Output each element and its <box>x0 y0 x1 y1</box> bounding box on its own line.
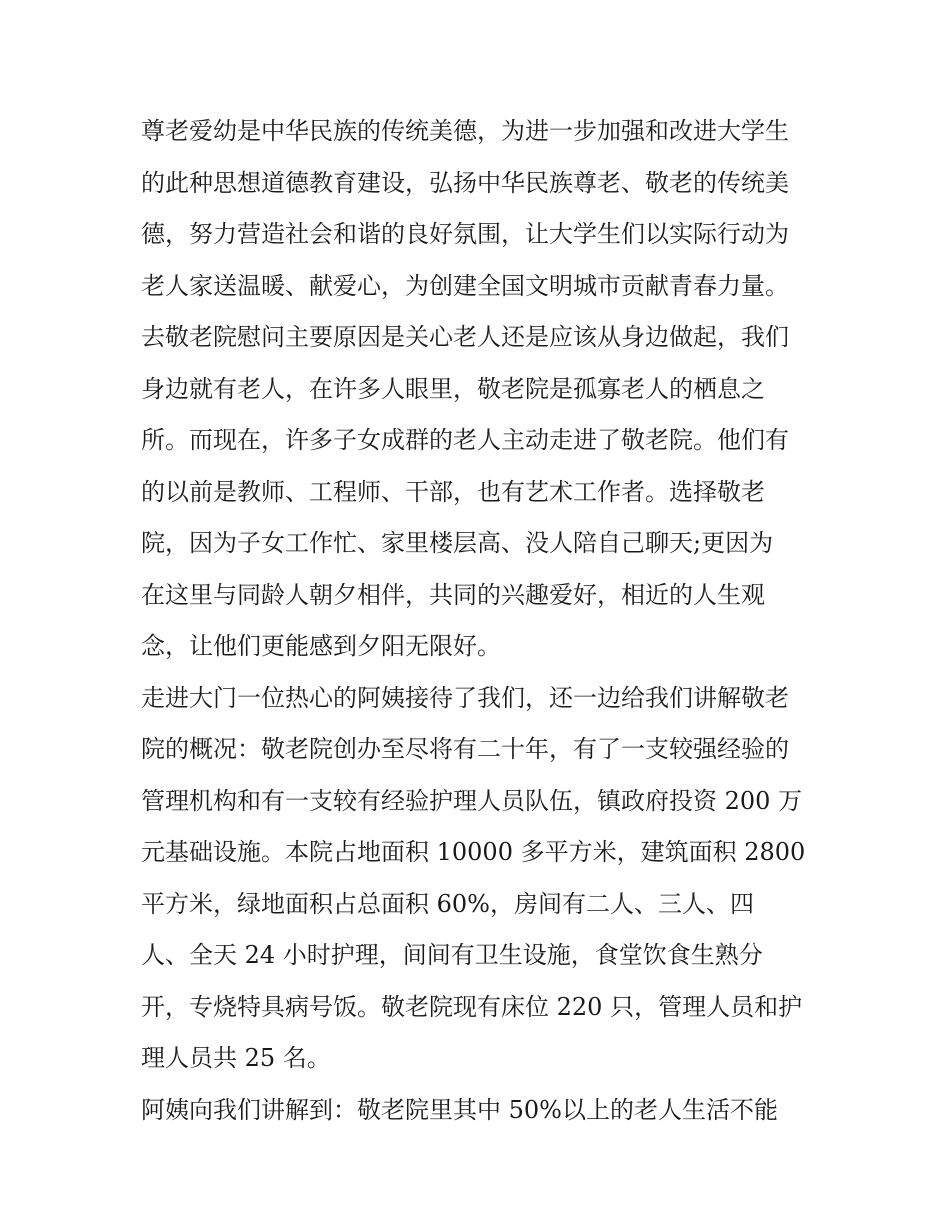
text-line: 德，努力营造社会和谐的良好氛围，让大学生们以实际行动为 <box>141 220 789 248</box>
text-line: 平方米，绿地面积占总面积 60%，房间有二人、三人、四 <box>141 889 754 918</box>
paragraph-visit-reason <box>141 312 821 673</box>
text-line: 身边就有老人，在许多人眼里，敬老院是孤寡老人的栖息之 <box>141 374 765 403</box>
text-line: 阿姨向我们讲解到：敬老院里其中 50%以上的老人生活不能 <box>141 1095 778 1124</box>
text-line: 去敬老院慰问主要原因是关心老人还是应该从身边做起，我们 <box>141 323 789 351</box>
text-line: 理人员共 25 名。 <box>141 1044 331 1072</box>
text-line: 的此种思想道德教育建设，弘扬中华民族尊老、敬老的传统美 <box>141 168 789 197</box>
text-line: 人、全天 24 小时护理，间间有卫生设施，食堂饮食生熟分 <box>141 941 763 969</box>
text-line: 元基础设施。本院占地面积 10000 多平方米，建筑面积 2800 <box>141 838 806 866</box>
text-line: 在这里与同龄人朝夕相伴，共同的兴趣爱好，相近的人生观 <box>141 580 765 609</box>
text-line: 的以前是教师、工程师、干部，也有艺术工作者。选择敬老 <box>141 477 765 506</box>
text-line: 老人家送温暖、献爱心，为创建全国文明城市贡献青春力量。 <box>141 271 789 300</box>
paragraph-residents <box>141 1085 821 1137</box>
paragraph-respect-elders <box>141 106 821 312</box>
text-line: 管理机构和有一支较有经验护理人员队伍，镇政府投资 200 万 <box>141 786 803 815</box>
text-line: 念，让他们更能感到夕阳无限好。 <box>141 632 501 660</box>
text-line: 院的概况：敬老院创办至尽将有二十年，有了一支较强经验的 <box>141 735 789 763</box>
paragraph-nursing-home-overview <box>141 673 821 1085</box>
text-line: 所。而现在，许多子女成群的老人主动走进了敬老院。他们有 <box>141 426 789 454</box>
text-line: 开，专烧特具病号饭。敬老院现有床位 220 只，管理人员和护 <box>141 992 803 1021</box>
text-line: 院，因为子女工作忙、家里楼层高、没人陪自己聊天;更因为 <box>141 529 774 557</box>
text-line: 走进大门一位热心的阿姨接待了我们，还一边给我们讲解敬老 <box>141 683 789 712</box>
document-body <box>141 106 821 1136</box>
text-line: 尊老爱幼是中华民族的传统美德，为进一步加强和改进大学生 <box>141 117 789 145</box>
